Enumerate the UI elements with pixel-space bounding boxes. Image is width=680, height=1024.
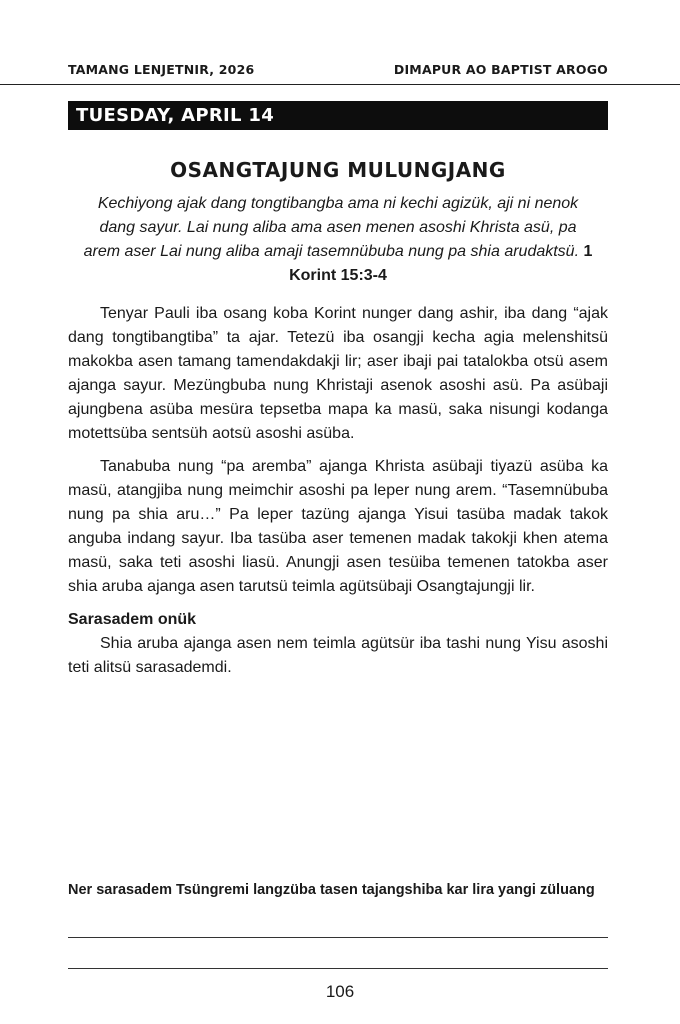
body-paragraph: Tanabuba nung “pa aremba” ajanga Khrista asübaji tiyazü asüba ka masü, atangjiba nung meimchir asoshi pa leper nung arem. “Tasemnübuba nung pa shia aru…” Pa leper tazüng ajanga Yisui tasüba madak takok anguba indang sayur. Iba tasüba aser temenen madak takokji khen atema masü, saka teti asoshi liasü. Anungji asen tesüiba temenen tatokba aser shia aruba ajanga asen tarutsü teimla agütsübaji Osangtajungji lir. xyxy=(68,458,608,595)
devotion-title: OSANGTAJUNG MULUNGJANG xyxy=(170,158,506,182)
header-rule xyxy=(0,84,680,85)
running-header xyxy=(68,62,608,77)
header-left-text: TAMANG LENJETNIR, 2026 xyxy=(68,62,255,77)
scripture-verse xyxy=(80,192,596,288)
verse-text: Kechiyong ajak dang tongtibangba ama ni kechi agizük, aji ni nenok dang sayur. Lai nung aliba ama asen menen asoshi Khrista asü, pa arem aser Lai nung aliba amaji tasemnübuba nung pa shia arudaktsü. xyxy=(83,195,580,260)
devotion-body xyxy=(68,302,608,680)
writing-line xyxy=(68,937,608,938)
reflection-heading: Sarasadem onük xyxy=(68,611,197,628)
header-right-text: DIMAPUR AO BAPTIST AROGO xyxy=(393,62,608,77)
page-number: 106 xyxy=(325,982,355,1001)
reflection-prompt: Ner sarasadem Tsüngremi langzüba tasen tajangshiba kar lira yangi züluang xyxy=(68,882,595,898)
verse-reference: 1 Korint 15:3-4 xyxy=(289,243,593,284)
body-paragraph: Tenyar Pauli iba osang koba Korint nunger dang ashir, iba dang “ajak dang tongtibangtiba” ta ajar. Tetezü iba osangji kecha agia melenshitsü makokba asen tamang tamendakdakji lir; aser ibaji pai tatalokba otsü asem ajanga sayur. Mezüngbuba nung Khristaji asenok asoshi asü. Pa asübaji ajungbena asüba mesüra tepsetba mapa ka masü, saka nisungi kodanga motettsüba sentsüh aotsü asoshi asüba. xyxy=(68,305,608,442)
reflection-text: Shia aruba ajanga asen nem teimla agütsür iba tashi nung Yisu asoshi teti alitsü sarasademdi. xyxy=(68,635,608,676)
date-banner: TUESDAY, APRIL 14 xyxy=(68,101,608,130)
writing-line xyxy=(68,968,608,969)
